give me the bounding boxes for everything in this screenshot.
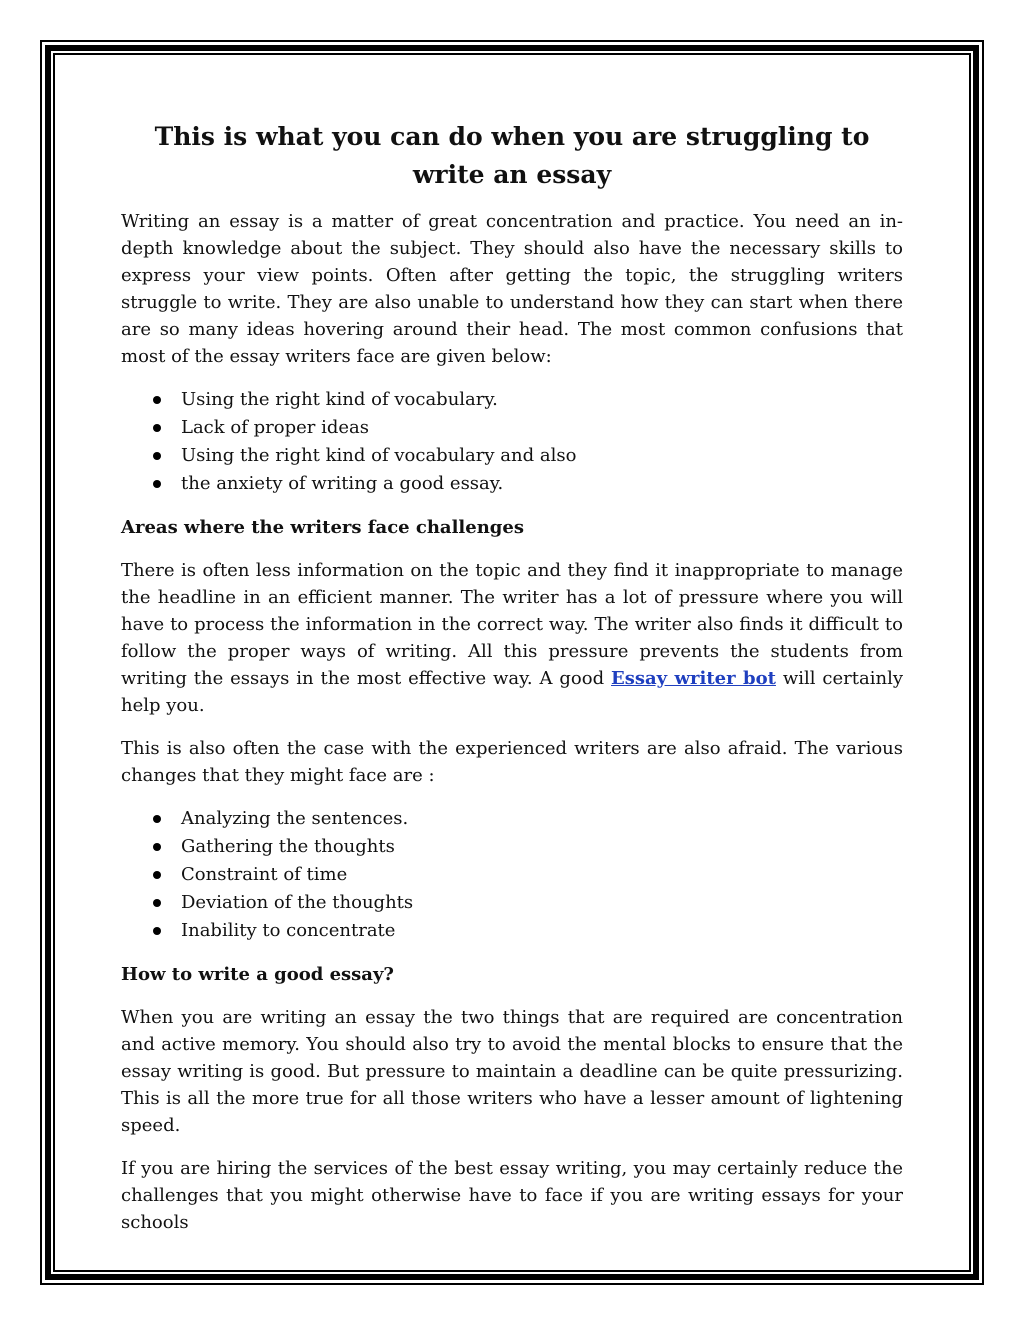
bullet-icon [153,396,161,404]
good-essay-paragraph-2: If you are hiring the services of the best essay writing, you may certainly reduce the challenges that you might otherwise have to face if you are writing essays for your schools [121,1158,903,1233]
bullet-icon [153,927,161,935]
bullet-icon [153,452,161,460]
experienced-writers-paragraph: This is also often the case with the experienced writers are also afraid. The various changes that they might face are : [121,738,903,786]
intro-paragraph: Writing an essay is a matter of great concentration and practice. You need an in-depth knowledge about the subject. They should also have the necessary skills to express your view points. Often after getting the topic, the struggling writers struggle to write. They are also unable to understand how they can start when there are so many ideas hovering around their head. The most common confusions that most of the essay writers face are given below: [121,211,903,367]
changes-list [121,805,903,945]
bullet-icon [153,815,161,823]
section-heading-challenges: Areas where the writers face challenges [121,517,524,538]
list-item: Gathering the thoughts [121,833,903,861]
list-item: Using the right kind of vocabulary and also [121,442,903,470]
list-item: Using the right kind of vocabulary. [121,386,903,414]
essay-writer-bot-link[interactable]: Essay writer bot [611,668,776,689]
bullet-icon [153,424,161,432]
list-item: the anxiety of writing a good essay. [121,470,903,498]
list-item: Analyzing the sentences. [121,805,903,833]
section-heading-good-essay: How to write a good essay? [121,964,394,985]
list-item: Deviation of the thoughts [121,889,903,917]
list-item: Lack of proper ideas [121,414,903,442]
document-body [121,118,903,1252]
confusions-list [121,386,903,498]
list-item: Constraint of time [121,861,903,889]
list-item: Inability to concentrate [121,917,903,945]
challenges-paragraph: There is often less information on the topic and they find it inappropriate to manage the headline in an efficient manner. The writer has a lot of pressure where you will have to process the information in the correct way. The writer also finds it difficult to follow the proper ways of writing. All this pressure prevents the students from writing the essays in the most effective way. A good Essay writer bot will certainly help you. [121,560,903,716]
good-essay-paragraph-1: When you are writing an essay the two things that are required are concentration and active memory. You should also try to avoid the mental blocks to ensure that the essay writing is good. But pressure to maintain a deadline can be quite pressurizing. This is all the more true for all those writers who have a lesser amount of lightening speed. [121,1007,903,1136]
bullet-icon [153,899,161,907]
bullet-icon [153,871,161,879]
bullet-icon [153,843,161,851]
bullet-icon [153,480,161,488]
document-title: This is what you can do when you are struggling to write an essay [154,122,870,189]
